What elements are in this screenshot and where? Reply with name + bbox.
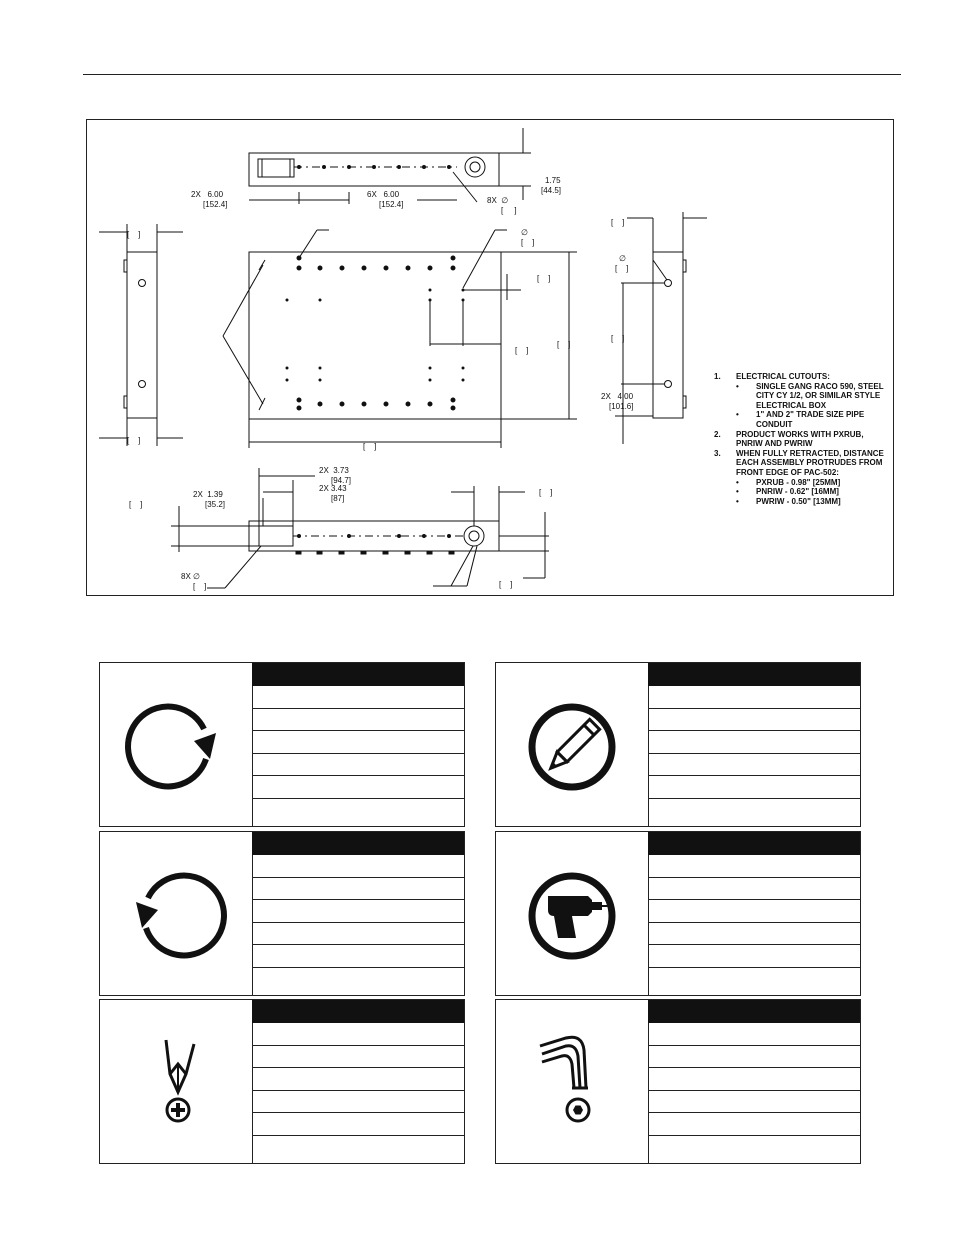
dim-bottom-139-mm: [35.2] (205, 500, 226, 509)
table-row (252, 686, 464, 709)
note-3-bullet-2: PNRIW - 0.62" [16MM] (756, 487, 839, 497)
dim-bottom-373: 2X 3.73 (319, 466, 349, 475)
table-row (252, 731, 464, 754)
dim-front-a: [ ] (537, 274, 551, 283)
dim-left-top: [ ] (127, 230, 141, 239)
drawing-notes: 1. ELECTRICAL CUTOUTS: • SINGLE GANG RACO 590, STEEL CITY CY 1/2, OR SIMILAR STYLE ELECTRICAL BOX • 1" AND 2" TRADE SIZE PIPE CONDUIT 2. PRODUCT WORKS WITH PXRUB, PNRIW AND PWRIW 3. WHEN FULLY RETRACTED, DISTANCE EACH ASSEMBLY PROTRUDES FROM FRONT EDGE OF PAC-502: • PXRUB - 0.98" [25MM] • PNRIW - 0.62" [16MM] • PWRIW - 0.50" [13MM] (714, 372, 884, 506)
table-row (648, 754, 860, 777)
note-2: PRODUCT WORKS WITH PXRUB, PNRIW AND PWRIW (736, 429, 864, 449)
legend-card-pencil (495, 662, 861, 827)
dim-top-2x: 2X 6.00 (191, 190, 224, 199)
table-row (252, 1023, 464, 1046)
phillips-screwdriver-icon (100, 1000, 252, 1163)
table-row (252, 754, 464, 777)
card-header (648, 1000, 860, 1023)
table-row (648, 1068, 860, 1091)
dim-right-2x-mm: [101.6] (609, 402, 634, 411)
dim-bottom-139: 2X 1.39 (193, 490, 223, 499)
right-view-body (653, 252, 683, 418)
table-row (252, 709, 464, 732)
note-1-bullet-2: 1" AND 2" TRADE SIZE PIPE CONDUIT (756, 410, 865, 429)
dim-front-b: [ ] (515, 346, 529, 355)
table-row (648, 968, 860, 991)
table-row (648, 799, 860, 822)
table-row (252, 878, 464, 901)
hex-key-icon (496, 1000, 648, 1163)
table-row (252, 799, 464, 822)
dim-front-dia-mm: [ ] (521, 238, 535, 247)
dim-top-6x-mm: [152.4] (379, 200, 404, 209)
dim-right-mid: [ ] (611, 334, 625, 343)
note-3-bullet-3: PWRIW - 0.50" [13MM] (756, 496, 841, 506)
dim-bottom-8x: 8X ∅ (181, 572, 200, 581)
table-row (252, 1113, 464, 1136)
dim-right-2x: 2X 4.00 (601, 392, 634, 401)
dim-front-c: [ ] (557, 340, 571, 349)
dim-top-8x: 8X ∅ (487, 196, 509, 205)
card-header (648, 663, 860, 686)
dim-bottom-343: 2X 3.43 (319, 484, 347, 493)
dim-bottom-right: [ ] (539, 488, 553, 497)
table-row (252, 923, 464, 946)
table-row (648, 776, 860, 799)
table-row (648, 686, 860, 709)
dim-top-6x: 6X 6.00 (367, 190, 400, 199)
card-header (648, 832, 860, 855)
legend-card-drill (495, 831, 861, 996)
dim-bottom-373-mm: [94.7] (331, 476, 352, 485)
left-view-body (127, 252, 157, 418)
dim-bottom-left: [ ] (129, 500, 143, 509)
card-header (252, 832, 464, 855)
table-row (252, 1136, 464, 1159)
rotate-counterclockwise-icon (100, 832, 252, 995)
table-row (648, 900, 860, 923)
dim-bottom-343-mm: [87] (331, 494, 345, 503)
table-row (648, 1091, 860, 1114)
dim-front-width: [ ] (363, 442, 377, 451)
rotate-clockwise-icon (100, 663, 252, 826)
pencil-icon (496, 663, 648, 826)
note-1: ELECTRICAL CUTOUTS: (736, 372, 830, 381)
note-1-bullet-1: SINGLE GANG RACO 590, STEEL CITY CY 1/2, OR SIMILAR STYLE ELECTRICAL BOX (756, 381, 884, 410)
table-row (648, 1136, 860, 1159)
table-row (648, 1046, 860, 1069)
table-row (648, 1113, 860, 1136)
table-row (648, 731, 860, 754)
table-row (648, 923, 860, 946)
dim-top-height: 1.75 (545, 176, 561, 185)
table-row (252, 776, 464, 799)
dim-front-dia: ∅ (521, 228, 528, 237)
table-row (252, 900, 464, 923)
dim-right-dia: ∅ (619, 254, 626, 263)
card-header (252, 663, 464, 686)
dim-top-2x-mm: [152.4] (203, 200, 228, 209)
table-row (252, 1091, 464, 1114)
table-row (648, 945, 860, 968)
dim-top-height-mm: [44.5] (541, 186, 562, 195)
table-row (252, 1068, 464, 1091)
table-row (252, 855, 464, 878)
dim-left-bottom: [ ] (127, 436, 141, 445)
table-row (252, 945, 464, 968)
table-row (648, 878, 860, 901)
note-3: WHEN FULLY RETRACTED, DISTANCE EACH ASSEMBLY PROTRUDES FROM FRONT EDGE OF PAC-502: (736, 448, 884, 477)
legend-card-phillips-screwdriver (99, 999, 465, 1164)
dim-top-8x-mm: [ ] (501, 206, 517, 215)
power-drill-icon (496, 832, 648, 995)
card-header (252, 1000, 464, 1023)
dimension-drawing (86, 119, 894, 596)
header-rule (83, 74, 901, 75)
table-row (648, 709, 860, 732)
dim-bottom-br: [ ] (499, 580, 513, 589)
legend-card-hex-key (495, 999, 861, 1164)
legend-card-rotate-clockwise (99, 662, 465, 827)
note-3-bullet-1: PXRUB - 0.98" [25MM] (756, 477, 841, 487)
dim-right-top: [ ] (611, 218, 625, 227)
table-row (252, 1046, 464, 1069)
table-row (252, 968, 464, 991)
legend-card-rotate-counterclockwise (99, 831, 465, 996)
dim-right-dia-mm: [ ] (615, 264, 629, 273)
table-row (648, 855, 860, 878)
table-row (648, 1023, 860, 1046)
top-view-body (249, 153, 499, 186)
dim-bottom-8x-mm: [ ] (193, 582, 207, 591)
